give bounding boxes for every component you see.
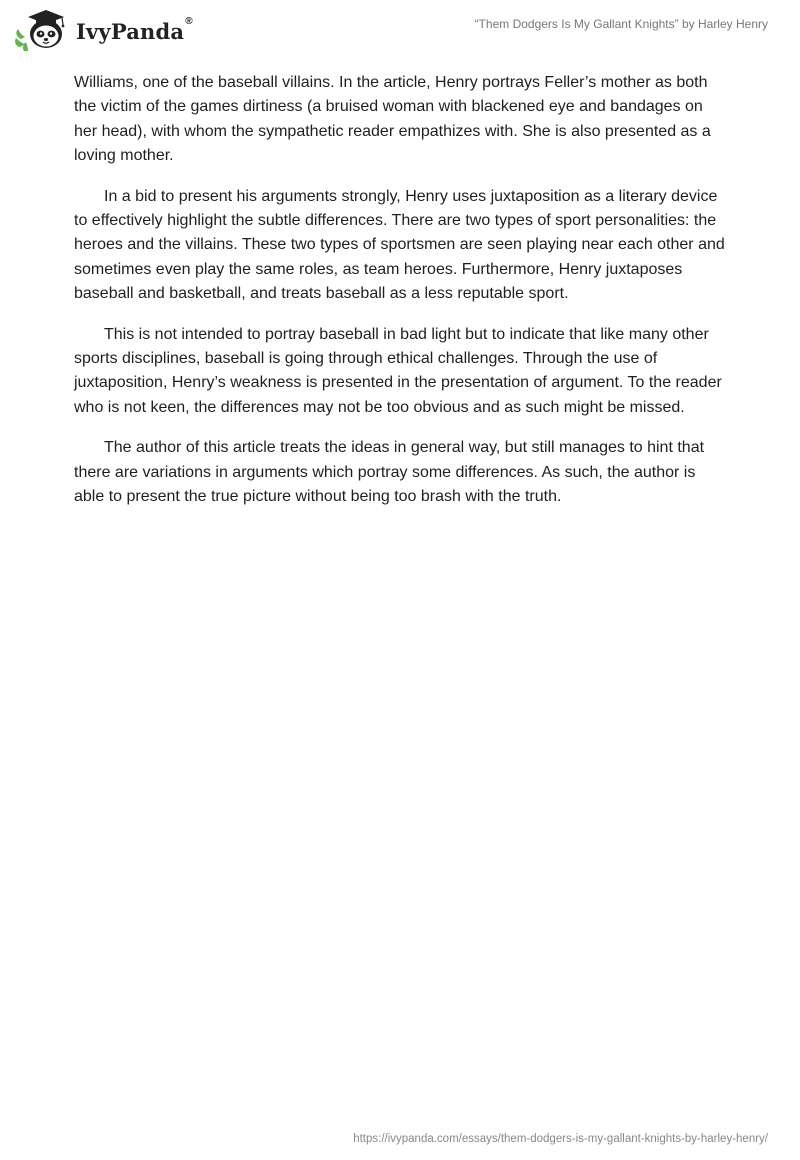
- running-title: “Them Dodgers Is My Gallant Knights” by Harley Henry: [474, 17, 768, 31]
- ivypanda-logo[interactable]: [14, 7, 193, 53]
- paragraph: This is not intended to portray baseball in bad light but to indicate that like many other sports disciplines, baseball is going through ethical challenges. Through the use of juxtaposition, Henry’s weakness is presented in the presentation of argument. To the reader who is not keen, the differences may not be too obvious and as such might be missed.: [74, 325, 722, 416]
- paragraph: Williams, one of the baseball villains. In the article, Henry portrays Feller’s mother as both the victim of the games dirtiness (a bruised woman with blackened eye and bandages on her head), with whom the sympathetic reader empathizes with. She is also presented as a loving mother.: [74, 74, 711, 165]
- source-url[interactable]: https://ivypanda.com/essays/them-dodgers-is-my-gallant-knights-by-harley-henry/: [353, 1133, 768, 1145]
- essay-body: [74, 71, 726, 526]
- page-header: [0, 0, 800, 64]
- paragraph: The author of this article treats the ideas in general way, but still manages to hint that there are variations in arguments which portray some differences. As such, the author is able to present the true picture without being too brash with the truth.: [74, 439, 705, 506]
- logo-wordmark: IvyPanda: [76, 18, 185, 44]
- panda-graduation-cap-icon: [14, 7, 74, 53]
- paragraph: In a bid to present his arguments strongly, Henry uses juxtaposition as a literary device to effectively highlight the subtle differences. There are two types of sport personalities: the heroes and the villains. These two types of sportsmen are seen playing near each other and sometimes even play the same roles, as team heroes. Furthermore, Henry juxtaposes baseball and basketball, and treats baseball as a less reputable sport.: [74, 187, 725, 303]
- logo-registered-mark: ®: [185, 15, 193, 27]
